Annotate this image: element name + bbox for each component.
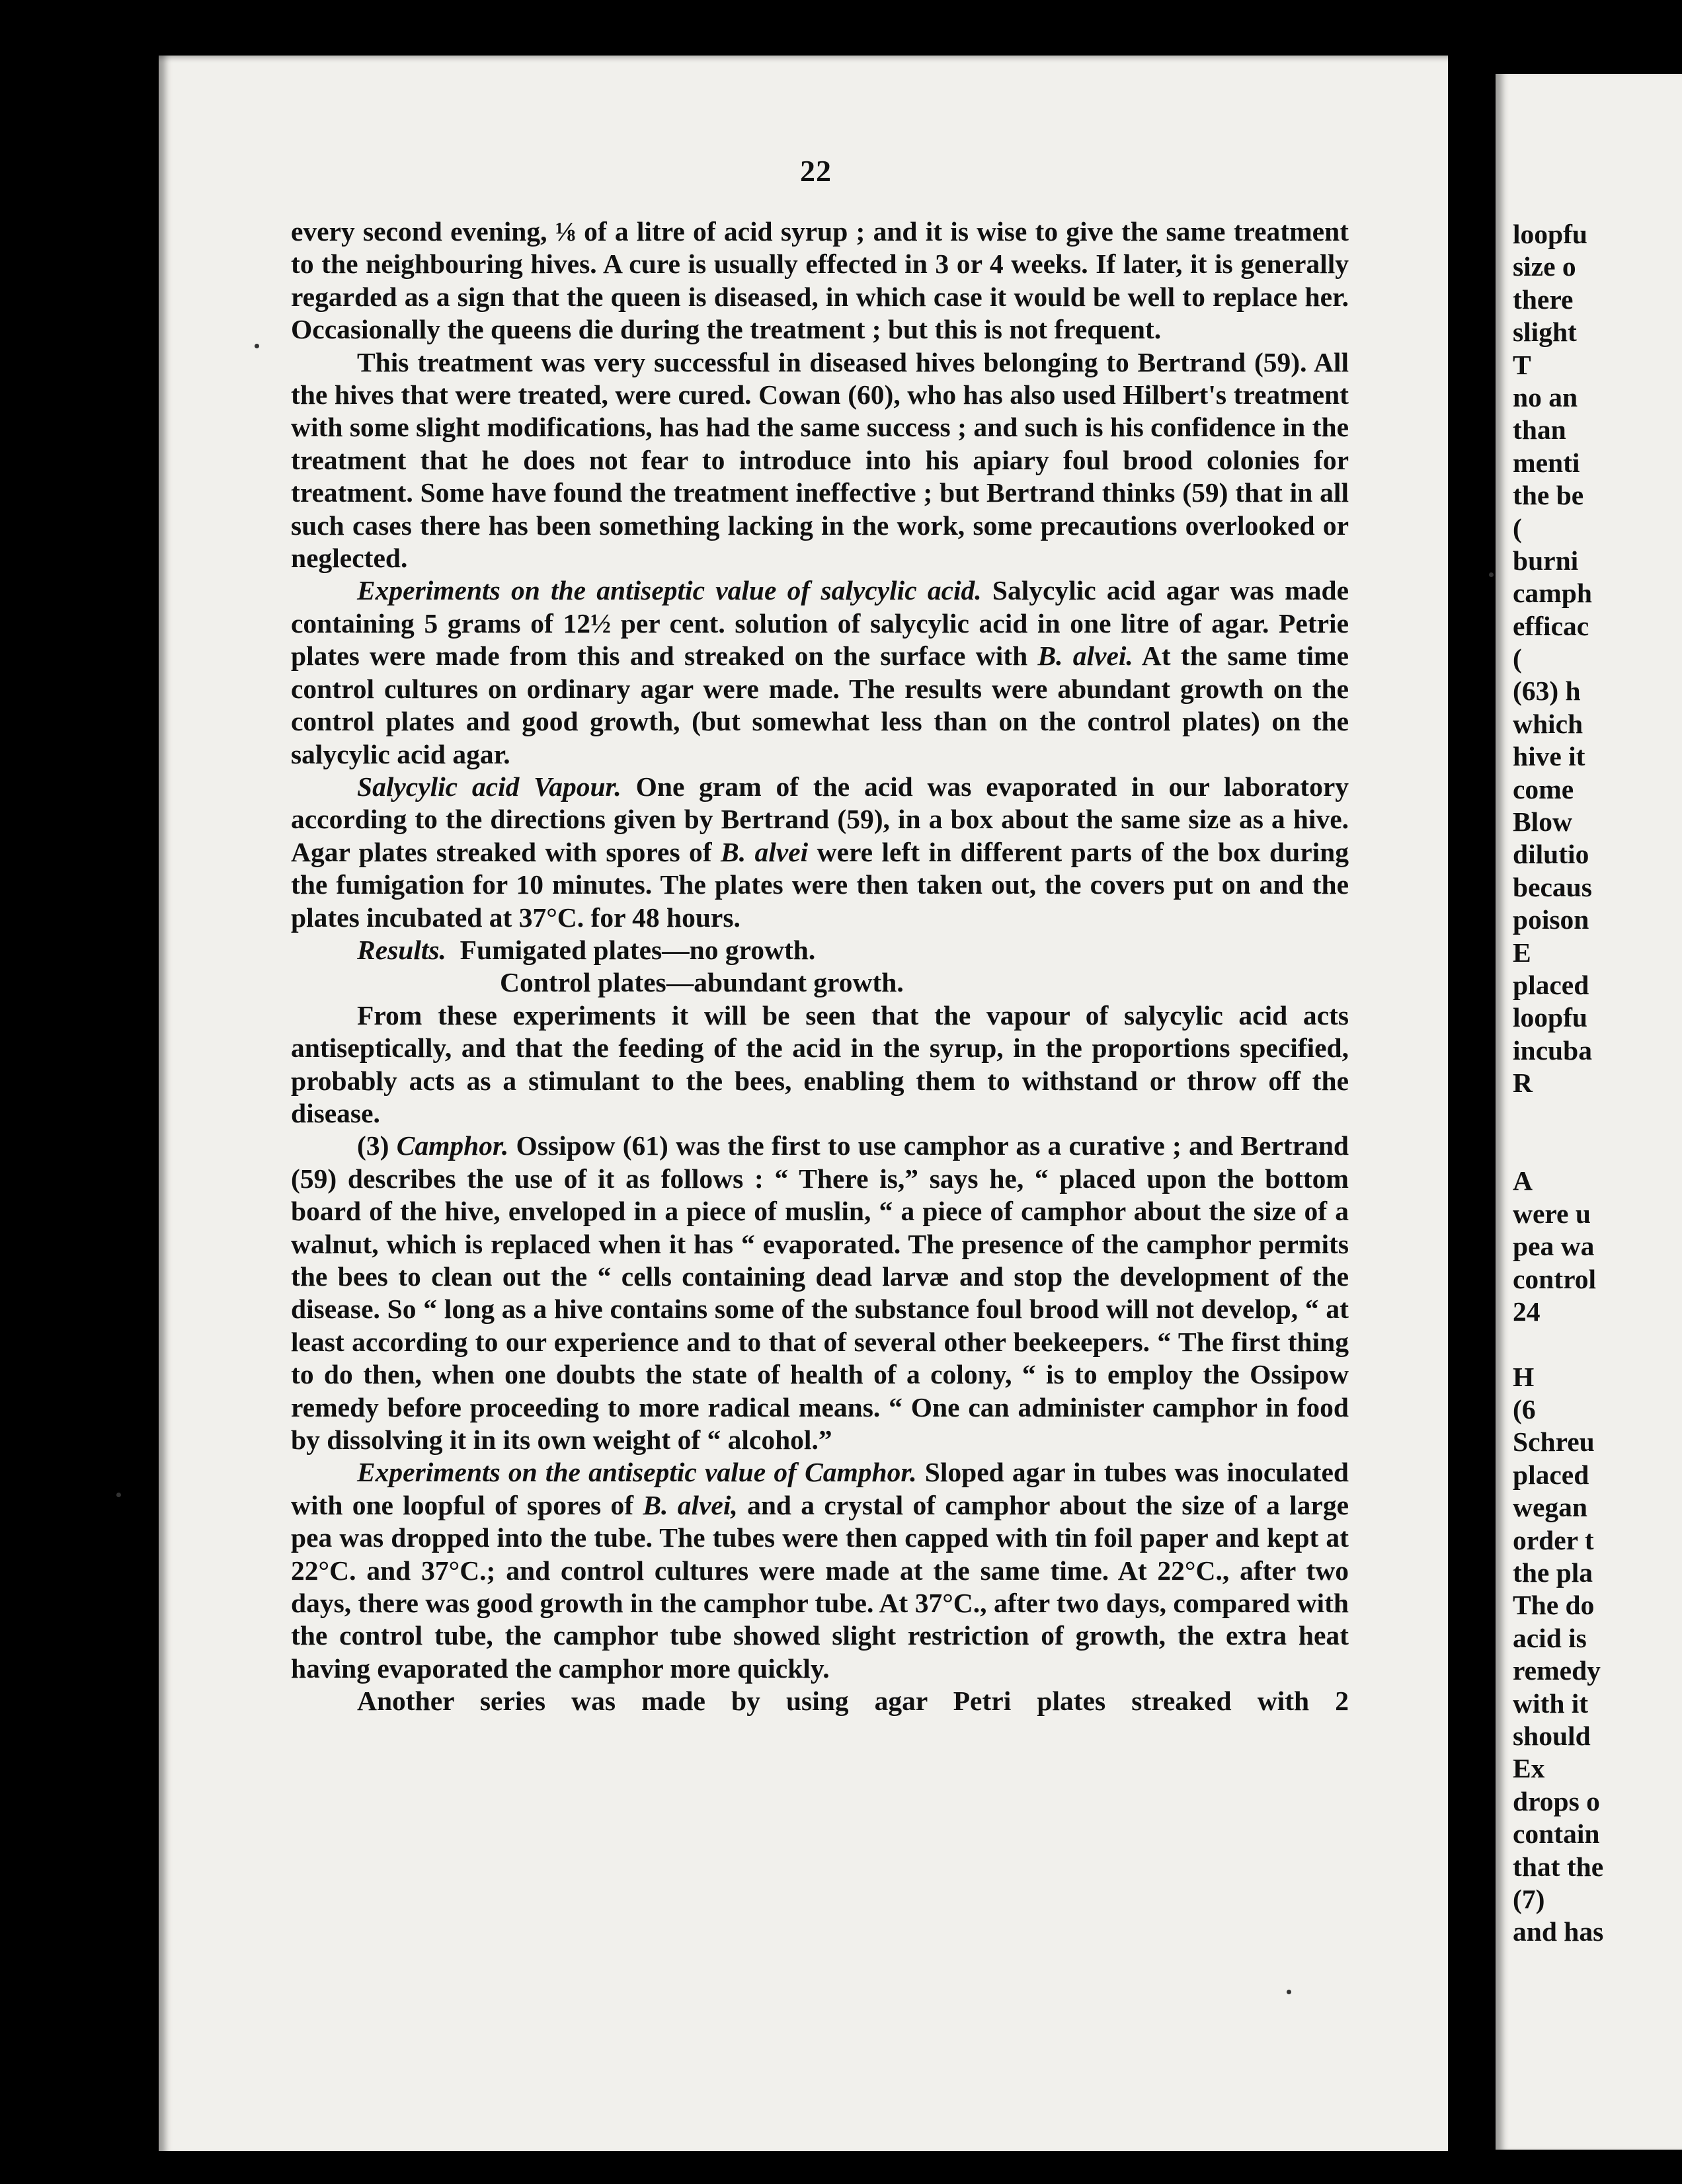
right-page-line: should xyxy=(1513,1720,1591,1751)
species-name: B. alvei. xyxy=(1037,641,1133,672)
right-page-line: the pla xyxy=(1513,1557,1593,1588)
right-page-line: efficac xyxy=(1513,610,1589,641)
paragraph-6 xyxy=(291,1130,1349,1456)
results-control: Control plates—abundant growth. xyxy=(500,967,904,998)
right-page-line: camph xyxy=(1513,578,1592,609)
right-page-line: contain xyxy=(1513,1818,1600,1850)
right-page-line: Blow xyxy=(1513,806,1572,838)
results-line-2 xyxy=(291,966,1349,999)
right-page-line: come xyxy=(1513,773,1574,804)
right-page-line: dilutio xyxy=(1513,839,1589,870)
right-page-line: burni xyxy=(1513,545,1579,576)
right-page-line: were u xyxy=(1513,1198,1591,1229)
paragraph-2 xyxy=(291,346,1349,575)
section-heading-salycylic-acid: Experiments on the antiseptic value of salycylic acid. xyxy=(357,575,982,606)
paragraph-7-text-cont: and a crystal of camphor about the size of a large pea was dropped into the tube. The tubes were then capped with tin foil paper and kept at 22°C. and 37°C.; and control cultures were made at the same time. At 22°C., after two days, there was good growth in the camphor tube. At 37°C., after two days, compared with the control tube, the camphor tube showed slight restriction of growth, the extra heat having evaporated the camphor more quickly. xyxy=(291,1489,1349,1684)
right-page-line: 24 xyxy=(1513,1296,1541,1327)
right-page-line: with it xyxy=(1513,1688,1589,1719)
section-heading-camphor: Camphor. xyxy=(396,1130,509,1161)
right-page-line: incuba xyxy=(1513,1034,1592,1066)
page-number: 22 xyxy=(800,154,832,188)
right-page-line: T xyxy=(1513,349,1531,380)
right-page-line: (63) h xyxy=(1513,676,1581,707)
results-fumigated: Fumigated plates—no growth. xyxy=(460,934,816,965)
right-page-line: placed xyxy=(1513,1459,1589,1490)
right-page-line: menti xyxy=(1513,447,1580,478)
right-page-line: the be xyxy=(1513,480,1584,511)
paragraph-7-text: Sloped agar in tubes was inoculated with one loopful of spores of xyxy=(291,1457,1349,1520)
right-page-line: hive it xyxy=(1513,741,1585,772)
right-page-line xyxy=(1513,1132,1682,1165)
paragraph-4-text: One gram of the acid was evaporated in our laboratory according to the directions given by Bertrand (59), in a box about the same size as a hive. Agar plates streaked with spores of xyxy=(291,771,1349,867)
right-page-line: which xyxy=(1513,708,1583,739)
right-page-line: Ex xyxy=(1513,1753,1545,1784)
paragraph-5 xyxy=(291,999,1349,1130)
section-heading-camphor-experiments: Experiments on the antiseptic value of Camphor. xyxy=(357,1457,917,1488)
right-page-line: A xyxy=(1513,1165,1533,1196)
paragraph-7 xyxy=(291,1456,1349,1685)
right-page-line: ( xyxy=(1513,512,1522,543)
right-page-line: than xyxy=(1513,414,1566,446)
right-page-line: wegan xyxy=(1513,1492,1587,1523)
paragraph-1-text: every second evening, ⅛ of a litre of acid syrup ; and it is wise to give the same treatment to the neighbouring hives. A cure is usually effected in 3 or 4 weeks. If later, it is generally regarded as a sign that the queen is diseased, in which case it would be well to replace her. Occasionally the queens die during the treatment ; but this is not frequent. xyxy=(291,216,1349,345)
paragraph-3-text-cont: At the same time control cultures on ordinary agar were made. The results were abundant growth on the control plates and good growth, (but somewhat less than on the control plates) on the salycylic acid agar. xyxy=(291,641,1349,769)
right-page-line: Schreu xyxy=(1513,1426,1595,1458)
results-line-1 xyxy=(291,934,1349,966)
section-number: (3) xyxy=(357,1130,397,1161)
right-page-line: there xyxy=(1513,284,1574,315)
paragraph-3-text: Salycylic acid agar was made containing 5 grams of 12½ per cent. solution of salycylic acid in one litre of agar. Petrie plates were made from this and streaked on the surface with xyxy=(291,575,1349,672)
results-label: Results. xyxy=(357,934,446,965)
right-page-line: slight xyxy=(1513,317,1577,348)
right-page-line: size o xyxy=(1513,251,1576,282)
right-page-line: E xyxy=(1513,937,1531,968)
right-page-line: ( xyxy=(1513,643,1522,674)
right-page-line: R xyxy=(1513,1068,1533,1099)
right-page-line: acid is xyxy=(1513,1622,1587,1653)
paragraph-3 xyxy=(291,574,1349,770)
paragraph-4-text-cont: were left in different parts of the box during the fumigation for 10 minutes. The plates were then taken out, the covers put on and the plates incubated at 37°C. for 48 hours. xyxy=(291,836,1349,933)
paragraph-8-text: Another series was made by using agar Petri plates streaked with 2 xyxy=(357,1686,1349,1717)
right-page-line: poison xyxy=(1513,904,1589,935)
paragraph-8 xyxy=(291,1685,1349,1717)
right-page-text xyxy=(1513,218,1682,1949)
right-page-line: The do xyxy=(1513,1590,1595,1621)
right-page-line: control xyxy=(1513,1263,1597,1294)
paragraph-6-text: Ossipow (61) was the first to use camphor as a curative ; and Bertrand (59) describes the use of it as follows : “ There is,” says he, “ placed upon the bottom board of the hive, enveloped in a piece of muslin, “ a piece of camphor about the size of a walnut, which is replaced when it has “ evaporated. The presence of the camphor permits the bees to clean out the “ cells containing dead larvæ and stop the development of the disease. So “ long as a hive contains some of the substance foul brood will not develop, “ at least according to our experience and to that of several other beekeepers. “ The first thing to do then, when one doubts the state of health of a colony, “ is to employ the Ossipow remedy before proceeding to more radical means. “ One can administer camphor in food by dissolving it in its own weight of “ alcohol.” xyxy=(291,1130,1349,1456)
right-page-line xyxy=(1513,1100,1682,1132)
right-page-line: placed xyxy=(1513,969,1589,1000)
right-page-line: (6 xyxy=(1513,1394,1536,1425)
paragraph-2-text: This treatment was very successful in diseased hives belonging to Bertrand (59). All the hives that were treated, were cured. Cowan (60), who has also used Hilbert's treatment with some slight modifications, has had the same success ; and such is his confidence in the treatment that he does not fear to introduce into his apiary foul brood colonies for treatment. Some have found the treatment ineffective ; but Bertrand thinks (59) that in all such cases there has been something lacking in the work, some precautions overlooked or neglected. xyxy=(291,346,1349,574)
species-name: B. alvei xyxy=(721,836,809,867)
scan-speck xyxy=(1489,572,1494,577)
paragraph-5-text: From these experiments it will be seen that the vapour of salycylic acid acts antiseptically, and that the feeding of the acid in the syrup, in the proportions specified, probably acts as a stimulant to the bees, enabling them to withstand or throw off the disease. xyxy=(291,999,1349,1128)
right-page-line: loopfu xyxy=(1513,219,1588,249)
paragraph-1 xyxy=(291,215,1349,346)
scan-speck xyxy=(116,1493,121,1497)
scan-speck xyxy=(255,344,259,348)
right-page-line: no an xyxy=(1513,381,1578,412)
species-name: B. alvei, xyxy=(643,1489,738,1520)
right-page-line xyxy=(1513,1328,1682,1360)
section-heading-vapour: Salycylic acid Vapour. xyxy=(357,771,621,802)
right-page-line: pea wa xyxy=(1513,1231,1595,1262)
right-page-line: H xyxy=(1513,1361,1535,1392)
right-page-line: drops o xyxy=(1513,1785,1600,1816)
right-page-line: (7) xyxy=(1513,1883,1545,1914)
page-body xyxy=(291,215,1349,1718)
right-page-line: that the xyxy=(1513,1851,1604,1882)
right-page-line: order t xyxy=(1513,1524,1594,1555)
right-page-line: and has xyxy=(1513,1916,1604,1947)
scan-speck xyxy=(1287,1990,1291,1994)
right-page-line: remedy xyxy=(1513,1655,1601,1686)
right-page-line: loopfu xyxy=(1513,1002,1588,1033)
right-page-line: becaus xyxy=(1513,871,1592,902)
paragraph-4 xyxy=(291,771,1349,934)
